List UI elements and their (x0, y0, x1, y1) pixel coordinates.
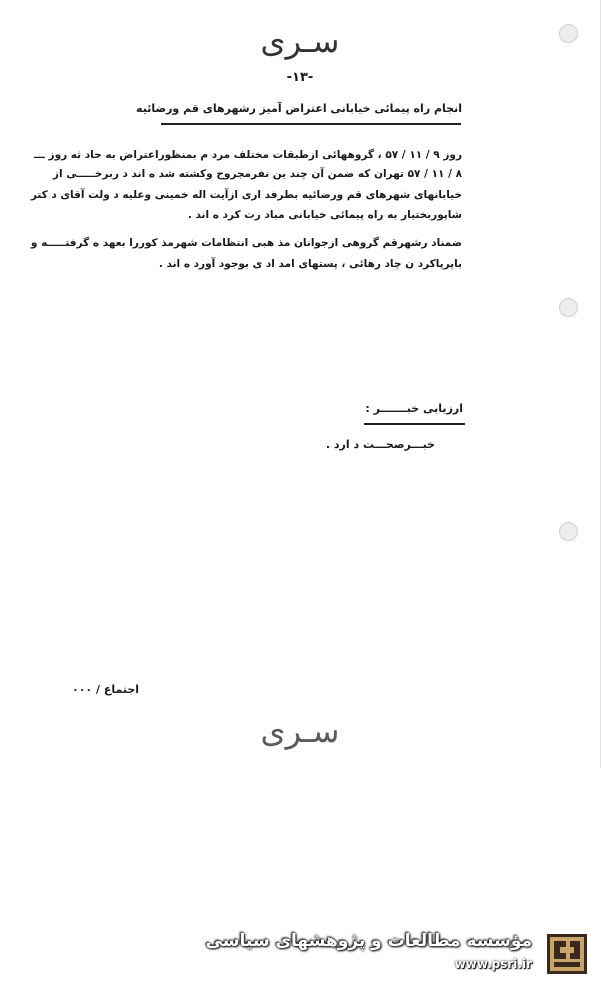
subject-underline (161, 123, 461, 125)
classification-stamp-top: سـری (260, 22, 340, 60)
body-line: باپرپاکرد ن چاد رهائی ، پستهای امد اد ی بوجود آورد ه اند . (158, 258, 462, 270)
document-subject: انجام راه پیمائی خیابانی اعتراض آمیز رشهرهای قم ورضائیه (136, 102, 462, 115)
evaluation-underline (364, 423, 465, 425)
footer-reference: اجتماع / ۰۰۰ (72, 683, 140, 696)
body-line: شاپوربختیار به راه پیمائی خیابانی مباد رت کرد ه اند . (187, 209, 462, 221)
evaluation-text: خبـــرصحـــت د ارد . (325, 438, 435, 451)
punch-hole (559, 522, 578, 541)
institute-url: www.psri.ir (454, 957, 532, 971)
evaluation-label: ارزیابی خبـــــــر : (365, 402, 463, 415)
body-line: روز ۹ / ۱۱ / ۵۷ ، گروههائی ازطبقات مختلف مرد م بمنظوراعتراض به حاد ثه روز ـــ (34, 149, 462, 161)
institute-logo-icon (547, 934, 587, 974)
classification-stamp-bottom: سـری (260, 712, 340, 750)
institute-watermark: مؤسسه مطالعات و پژوهشهای سیاسی (205, 931, 532, 951)
body-line: ضمناد رشهرقم گروهی ازجوانان مذ هبی انتظامات شهرمذ کوررا بعهد ه گرفتـــــه و (30, 237, 462, 249)
punch-hole (559, 298, 578, 317)
body-line: ۸ / ۱۱ / ۵۷ تهران که ضمن آن چند ین نفرمجروح وکشته شد ه اند د ربرخـــــی از (52, 168, 462, 180)
page-number: -۱۳- (286, 70, 314, 85)
body-line: خیابانهای شهرهای قم ورضائیه بطرفد اری ازآیت اله خمینی وعلیه د ولت آقای د کتر (30, 189, 462, 201)
